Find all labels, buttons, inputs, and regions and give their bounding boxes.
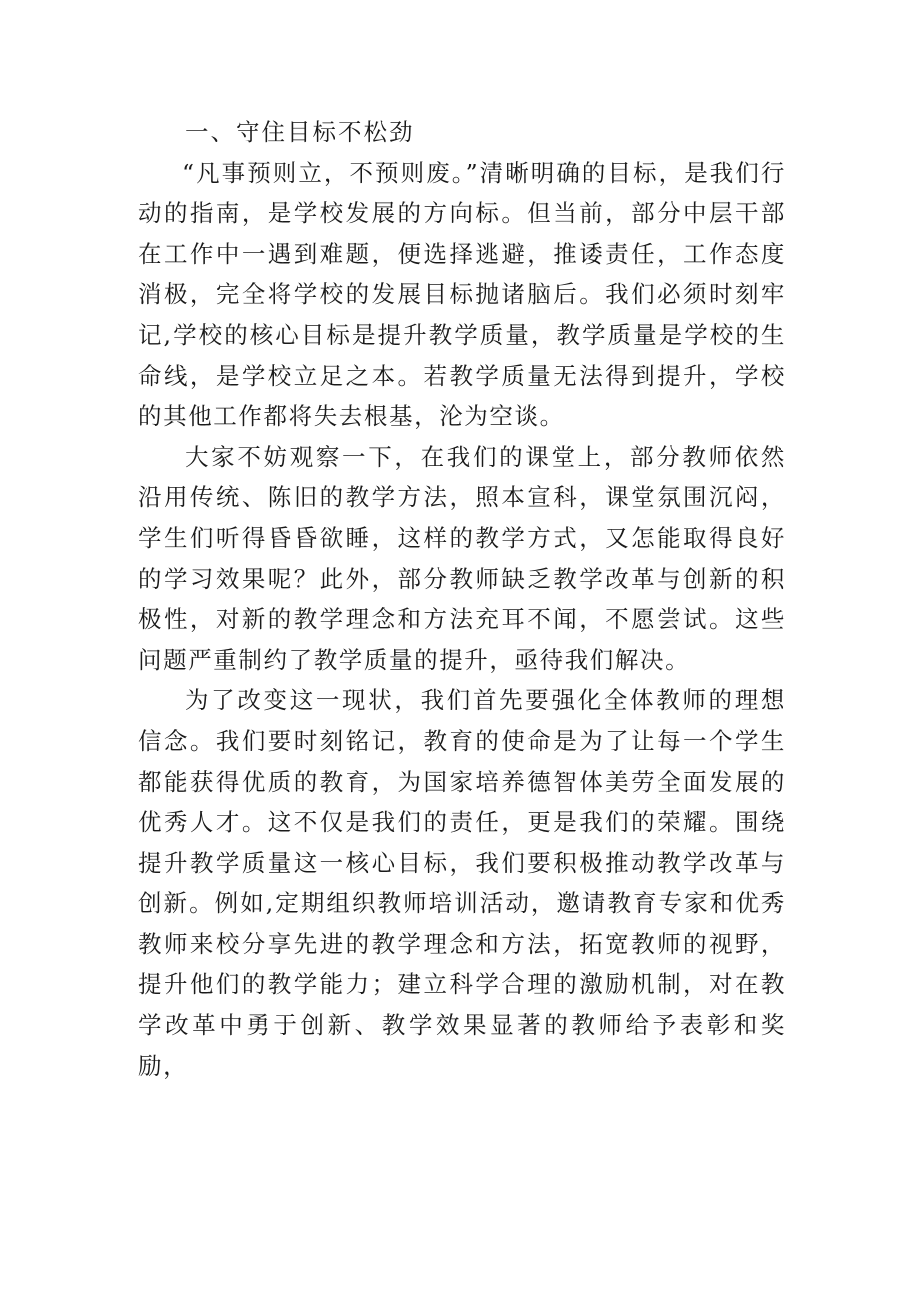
paragraph-classroom-observation: 大家不妨观察一下，在我们的课堂上，部分教师依然沿用传统、陈旧的教学方法，照本宣科，课堂氛围沉闷，学生们听得昏昏欲睡，这样的教学方式，又怎能取得良好的学习效果呢？此外，部分教师缺乏教学改革与创新的积极性，对新的教学理念和方法充耳不闻，不愿尝试。这些问题严重制约了教学质量的提升，亟待我们解决。 — [138, 442, 786, 674]
paragraph-goals: “凡事预则立，不预则废。”清晰明确的目标，是我们行动的指南，是学校发展的方向标。但当前，部分中层干部在工作中一遇到难题，便选择逃避，推诿责任，工作态度消极，完全将学校的发展目标抛诸脑后。我们必须时刻牢记,学校的核心目标是提升教学质量，教学质量是学校的生命线，是学校立足之本。若教学质量无法得到提升，学校的其他工作都将失去根基，沦为空谈。 — [138, 158, 786, 431]
section-heading: 一、守住目标不松劲 — [185, 118, 415, 146]
paragraph-reform-measures: 为了改变这一现状，我们首先要强化全体教师的理想信念。我们要时刻铭记，教育的使命是为了让每一个学生都能获得优质的教育，为国家培养德智体美劳全面发展的优秀人才。这不仅是我们的责任，更是我们的荣耀。围绕提升教学质量这一核心目标，我们要积极推动教学改革与创新。例如,定期组织教师培训活动，邀请教育专家和优秀教师来校分享先进的教学理念和方法，拓宽教师的视野，提升他们的教学能力；建立科学合理的激励机制，对在教学改革中勇于创新、教学效果显著的教师给予表彰和奖励， — [138, 686, 786, 1080]
document-body — [138, 112, 786, 1086]
